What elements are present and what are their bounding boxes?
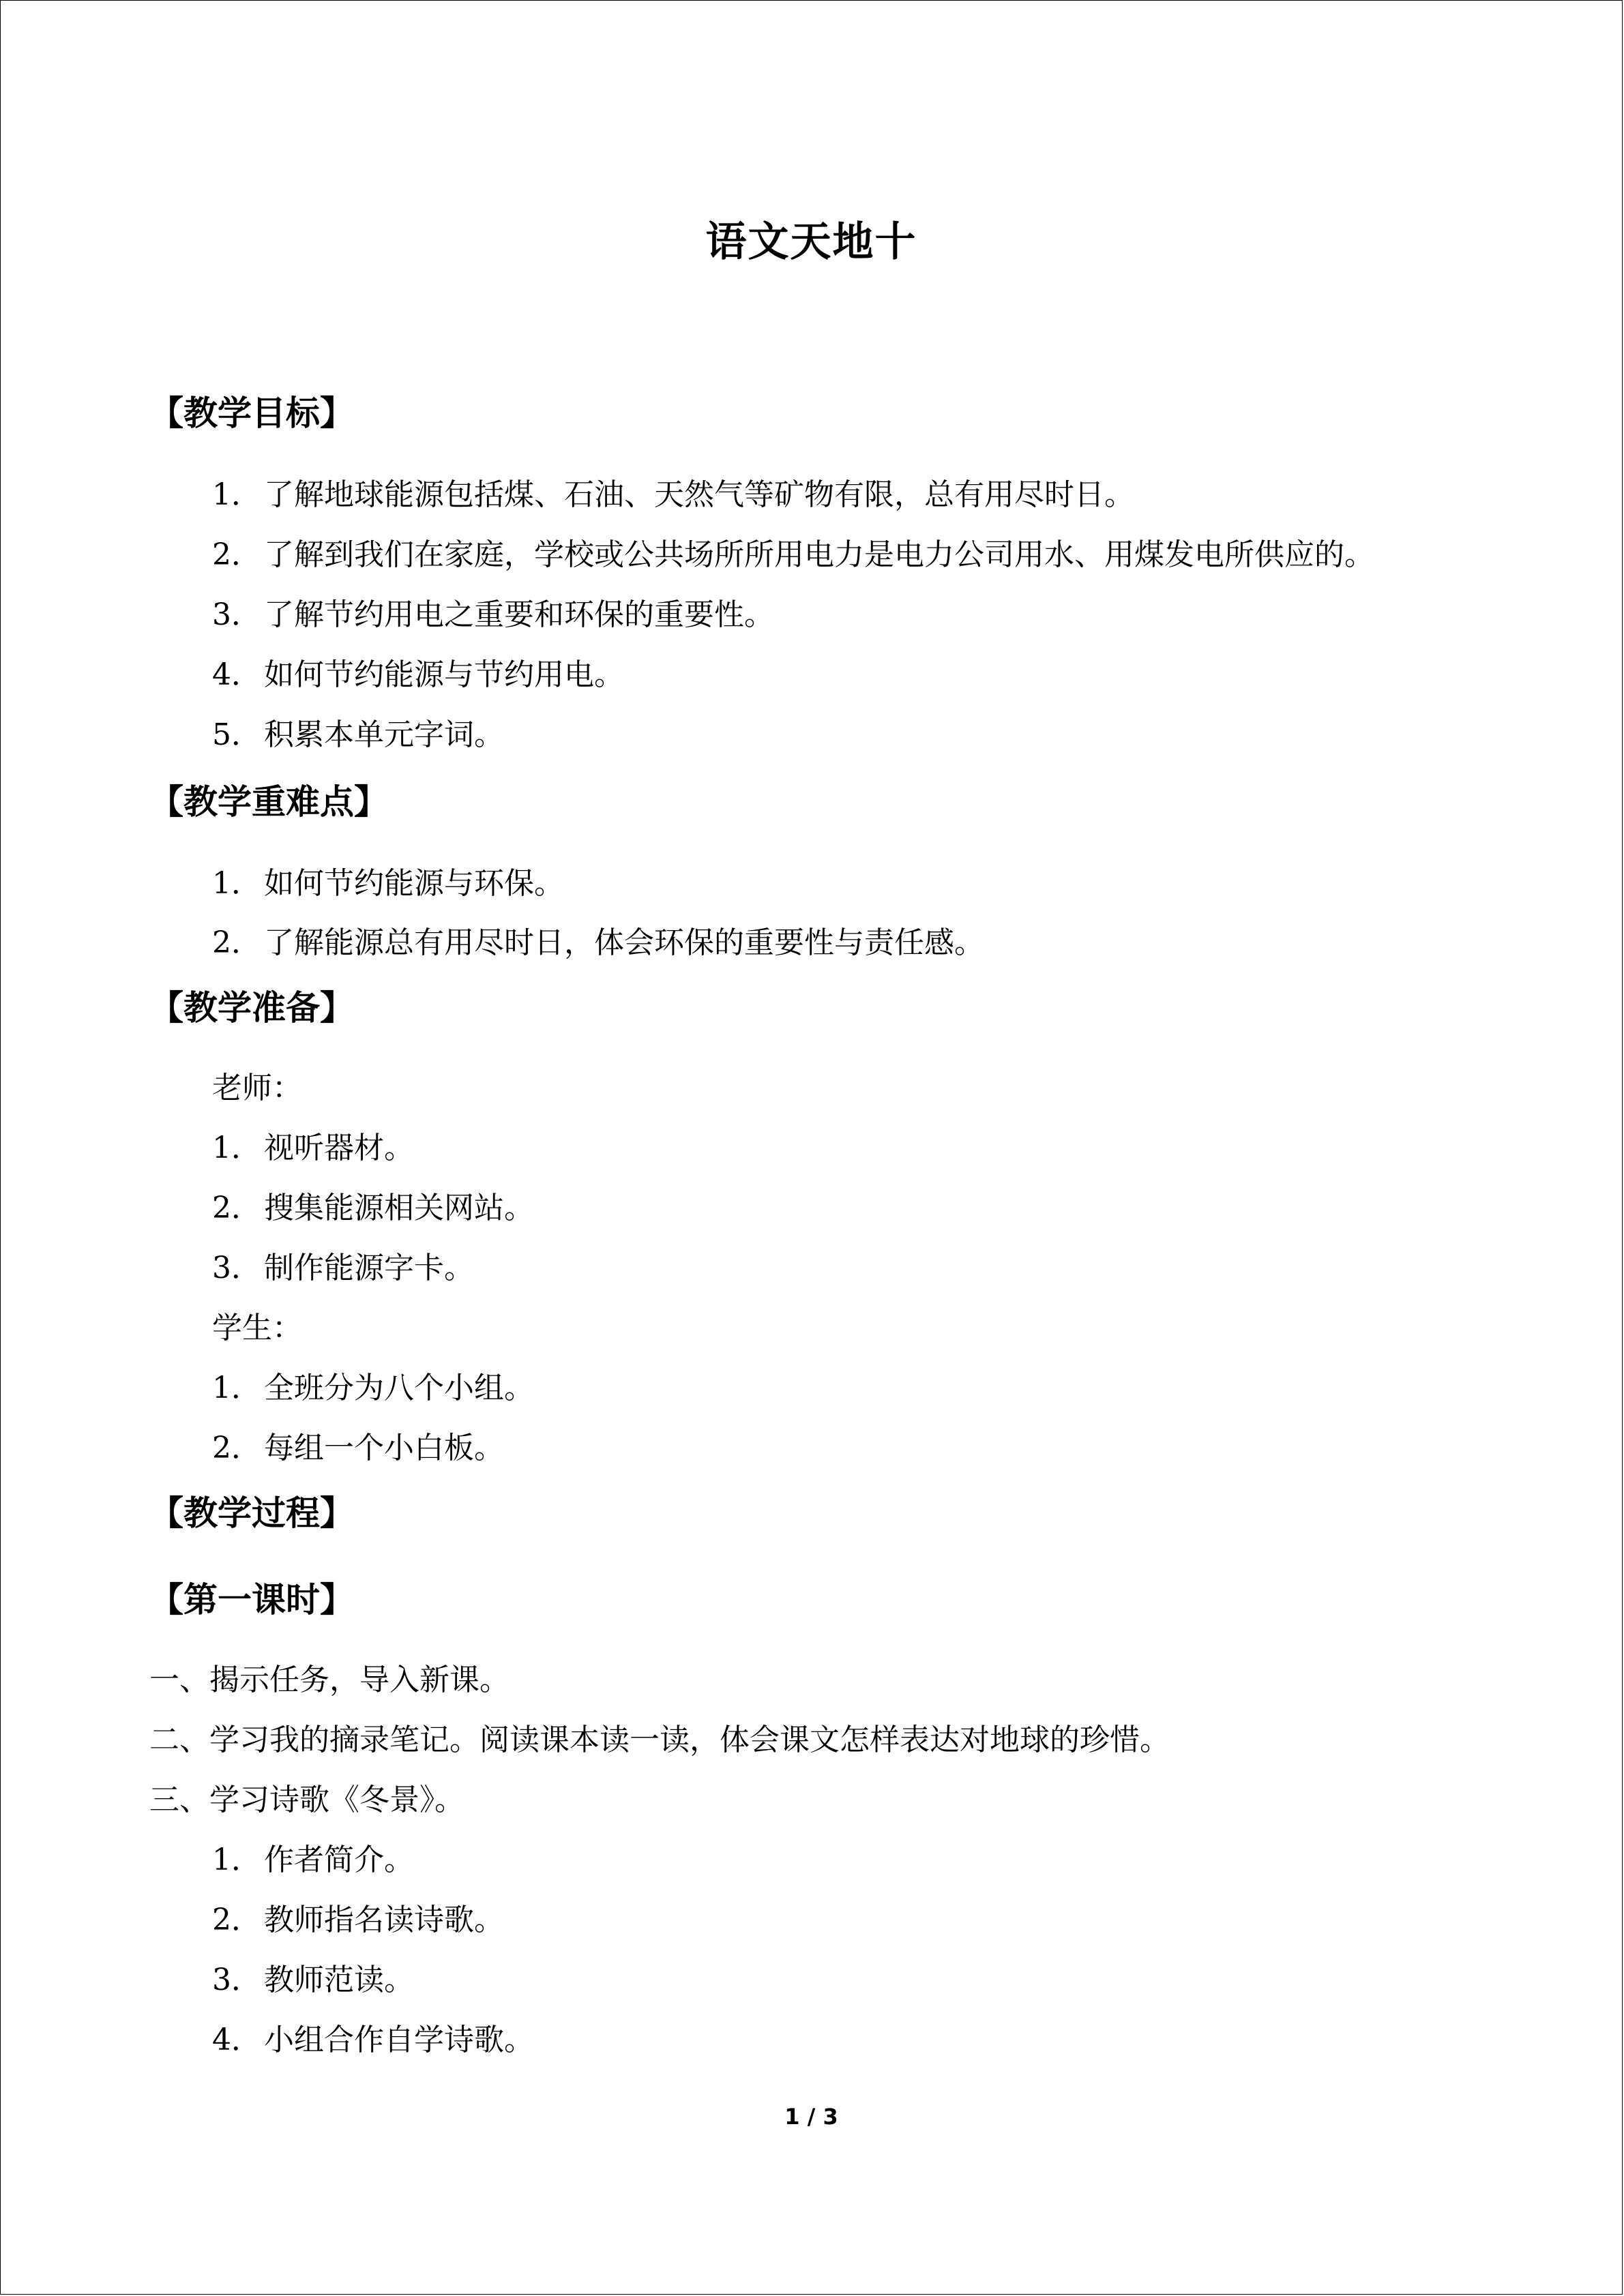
poem-item	[212, 1840, 414, 1881]
process-step: 三、学习诗歌《冬景》。	[149, 1783, 464, 1817]
item-number: 1．	[212, 866, 261, 901]
item-text: 如何节约能源与环保。	[264, 866, 564, 901]
objectives-heading: 【教学目标】	[149, 393, 354, 433]
item-number: 2．	[212, 537, 261, 572]
item-text: 每组一个小白板。	[264, 1431, 504, 1465]
item-text: 小组合作自学诗歌。	[264, 2023, 534, 2057]
item-text: 如何节约能源与节约用电。	[264, 657, 624, 692]
document-title: 语文天地十	[705, 218, 917, 266]
item-text: 教师范读。	[264, 1963, 414, 1997]
item-number: 3．	[212, 1251, 261, 1285]
item-number: 1．	[212, 1843, 261, 1877]
item-text: 了解到我们在家庭，学校或公共场所所用电力是电力公司用水、用煤发电所供应的。	[264, 537, 1374, 572]
key-point-item	[212, 863, 564, 904]
item-number: 3．	[212, 597, 261, 632]
item-text: 制作能源字卡。	[264, 1251, 474, 1285]
student-item	[212, 1428, 504, 1469]
item-text: 作者简介。	[264, 1843, 414, 1877]
objective-item	[212, 595, 774, 636]
item-text: 搜集能源相关网站。	[264, 1191, 534, 1225]
objective-item	[212, 655, 624, 696]
item-number: 2．	[212, 925, 261, 960]
student-item	[212, 1368, 534, 1409]
item-text: 积累本单元字词。	[264, 717, 504, 752]
poem-item	[212, 1960, 414, 2001]
item-text: 了解地球能源包括煤、石油、天然气等矿物有限，总有用尽时日。	[264, 477, 1134, 512]
teacher-label: 老师：	[212, 1071, 302, 1105]
item-number: 2．	[212, 1431, 261, 1465]
item-text: 了解节约用电之重要和环保的重要性。	[264, 597, 774, 632]
item-text: 视听器材。	[264, 1131, 414, 1165]
item-number: 1．	[212, 477, 261, 512]
item-number: 5．	[212, 717, 261, 752]
item-number: 1．	[212, 1131, 261, 1165]
teacher-item	[212, 1248, 474, 1289]
page-number: 1 / 3	[784, 2104, 838, 2130]
item-number: 2．	[212, 1903, 261, 1937]
item-text: 教师指名读诗歌。	[264, 1903, 504, 1937]
item-text: 了解能源总有用尽时日，体会环保的重要性与责任感。	[264, 925, 984, 960]
key-point-item	[212, 923, 984, 964]
preparation-heading: 【教学准备】	[149, 987, 354, 1028]
poem-item	[212, 1900, 504, 1941]
item-text: 全班分为八个小组。	[264, 1371, 534, 1405]
teacher-item	[212, 1188, 534, 1229]
key-points-heading: 【教学重难点】	[149, 781, 388, 822]
process-step: 一、揭示任务，导入新课。	[149, 1663, 510, 1697]
lesson1-heading: 【第一课时】	[149, 1579, 354, 1620]
student-label: 学生：	[212, 1311, 302, 1345]
process-heading: 【教学过程】	[149, 1493, 354, 1533]
item-number: 1．	[212, 1371, 261, 1405]
item-number: 4．	[212, 657, 261, 692]
objective-item	[212, 475, 1134, 516]
item-number: 3．	[212, 1963, 261, 1997]
process-step: 二、学习我的摘录笔记。阅读课本读一读，体会课文怎样表达对地球的珍惜。	[149, 1723, 1170, 1757]
objective-item	[212, 715, 504, 756]
teacher-item	[212, 1128, 414, 1169]
item-number: 4．	[212, 2023, 261, 2057]
item-number: 2．	[212, 1191, 261, 1225]
poem-item	[212, 2020, 534, 2061]
objective-item	[212, 535, 1374, 576]
